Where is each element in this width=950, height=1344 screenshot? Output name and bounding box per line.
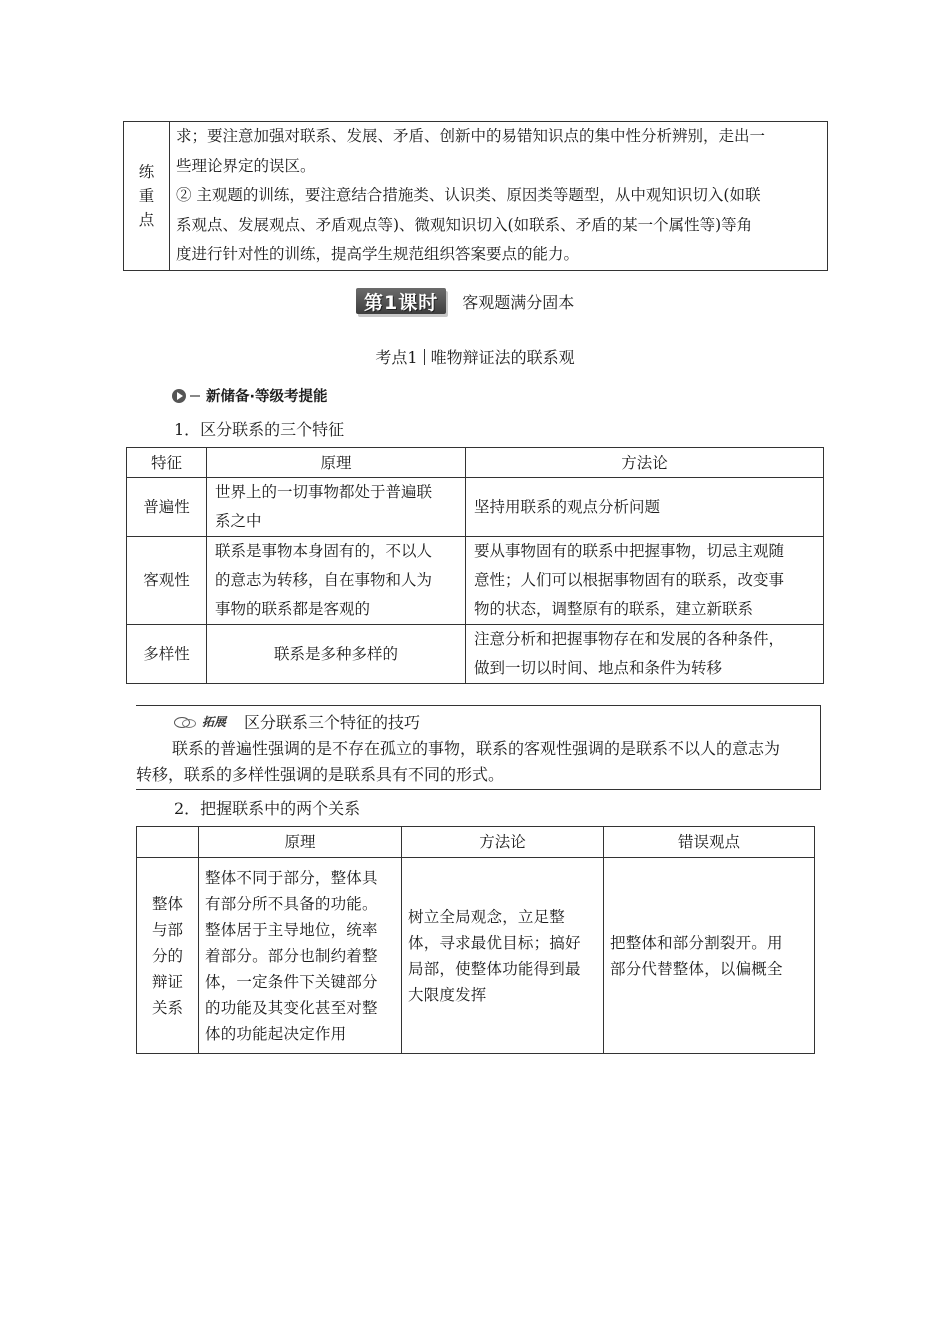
text-line: 部分代替整体，以偏概全: [610, 959, 783, 978]
feature-cell: 多样性: [127, 625, 207, 684]
kaodian-label: 考点1: [375, 348, 418, 367]
text-line: 些理论界定的误区。: [176, 156, 316, 175]
header-feature: 特征: [127, 448, 207, 478]
text-line: 系观点、发展观点、矛盾观点等)、微观知识切入(如联系、矛盾的某一个属性等)等角: [176, 215, 753, 234]
top-table: [123, 121, 828, 271]
lesson-header: [356, 286, 574, 316]
text-line: 把整体和部分割裂开。用: [610, 933, 783, 952]
table-row: [127, 625, 824, 684]
text-line: 转移，联系的多样性强调的是联系具有不同的形式。: [136, 765, 505, 784]
text-line: 体的功能起决定作用: [205, 1024, 347, 1043]
text-line: 联系是多种多样的: [273, 644, 398, 663]
text-line: 度进行针对性的训练，提高学生规范组织答案要点的能力。: [176, 245, 580, 263]
divider: [424, 349, 425, 365]
heading-1: 1．区分联系的三个特征: [174, 420, 345, 439]
text-line: 的意志为转移，自在事物和人为: [215, 571, 433, 589]
row-label-cell: [137, 858, 199, 1054]
method-cell: [466, 625, 824, 684]
text-line: 事物的联系都是客观的: [215, 600, 371, 618]
text-line: 着部分。部分也制约着整: [205, 946, 378, 965]
text-line: 注意分析和把握事物存在和发展的各种条件，: [474, 630, 785, 648]
text-line: 联系的普遍性强调的是不存在孤立的事物，联系的客观性强调的是联系不以人的意志为: [172, 739, 781, 758]
wrong-cell: [604, 858, 815, 1054]
text-line: 联系是事物本身固有的，不以人: [215, 542, 433, 560]
text-line: 有部分所不具备的功能。: [205, 894, 378, 913]
extension-tag: 拓展: [202, 715, 227, 729]
feature-cell: 普遍性: [127, 478, 207, 537]
text-line: 的功能及其变化甚至对整: [205, 998, 378, 1017]
bullet-tail: [190, 395, 200, 397]
row-header: [124, 122, 170, 271]
table-row: [137, 858, 815, 1054]
header-wrong: 错误观点: [604, 827, 815, 858]
extension-header: [172, 710, 420, 733]
text-line: 整体: [151, 894, 183, 913]
table-row: [127, 537, 824, 625]
lesson-title: 客观题满分固本: [462, 292, 575, 312]
text-line: 树立全局观念，立足整: [408, 907, 566, 926]
relations-table: [136, 826, 815, 1054]
kaodian-heading: [0, 345, 950, 368]
text-line: 要从事物固有的联系中把握事物，切忌主观随: [474, 542, 785, 560]
heading-2: 2．把握联系中的两个关系: [174, 799, 361, 818]
extension-box: [136, 705, 821, 790]
row-content: [170, 122, 828, 271]
text-line: 大限度发挥: [408, 985, 487, 1004]
section-title: 新储备·等级考提能: [206, 389, 328, 405]
text-line: 与部: [151, 920, 183, 939]
text-line: 局部，使整体功能得到最: [408, 959, 581, 978]
text-line: 辩证: [151, 972, 183, 991]
row-header-text: 练重点: [138, 162, 155, 229]
text-line: 做到一切以时间、地点和条件为转移: [474, 659, 723, 677]
header-principle: 原理: [207, 448, 466, 478]
text-line: 求；要注意加强对联系、发展、矛盾、创新中的易错知识点的集中性分析辨别，走出一: [176, 127, 766, 145]
header-method: 方法论: [402, 827, 604, 858]
method-cell: [466, 537, 824, 625]
text-line: 整体居于主导地位，统率: [205, 920, 378, 939]
text-line: 意性；人们可以根据事物固有的联系，改变事: [474, 571, 785, 589]
text-line: 坚持用联系的观点分析问题: [474, 497, 661, 516]
method-cell: [466, 478, 824, 537]
text-line: 世界上的一切事物都处于普遍联: [215, 483, 433, 501]
lesson-badge: 第1课时: [356, 288, 446, 314]
principle-cell: [207, 478, 466, 537]
text-line: 分的: [151, 946, 183, 965]
header-empty: [137, 827, 199, 858]
method-cell: [402, 858, 604, 1054]
extension-body: [136, 736, 820, 788]
text-line: 物的状态，调整原有的联系，建立新联系: [474, 600, 754, 618]
text-line: 体，寻求最优目标；搞好: [408, 933, 581, 952]
features-table: [126, 447, 824, 684]
feature-cell: 客观性: [127, 537, 207, 625]
section-heading: [172, 385, 328, 406]
text-line: 系之中: [215, 512, 262, 530]
principle-cell: [207, 625, 466, 684]
principle-cell: [199, 858, 402, 1054]
table-row: [127, 478, 824, 537]
text-line: 整体不同于部分，整体具: [205, 868, 378, 887]
kaodian-title: 唯物辩证法的联系观: [430, 348, 575, 367]
header-principle: 原理: [199, 827, 402, 858]
extension-title: 区分联系三个特征的技巧: [244, 713, 421, 732]
text-line: ② 主观题的训练，要注意结合措施类、认识类、原因类等题型，从中观知识切入(如联: [176, 186, 761, 204]
principle-cell: [207, 537, 466, 625]
extension-icon: [172, 715, 198, 729]
text-line: 体，一定条件下关键部分: [205, 972, 378, 991]
text-line: 关系: [151, 998, 183, 1017]
play-icon: [172, 389, 186, 403]
header-method: 方法论: [466, 448, 824, 478]
